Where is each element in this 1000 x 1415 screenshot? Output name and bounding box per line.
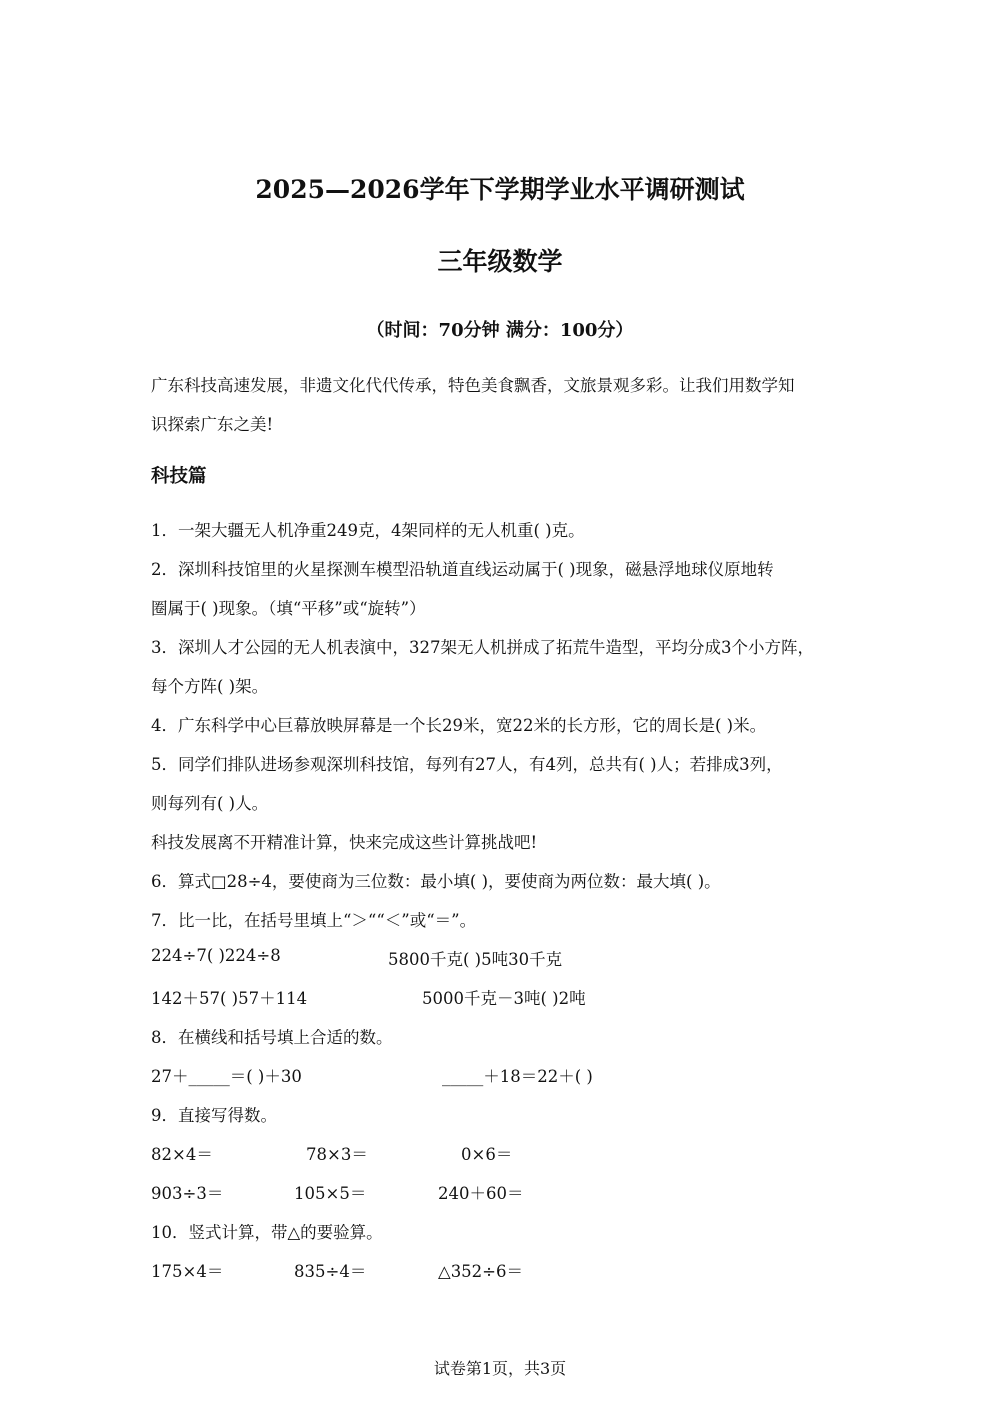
intro-line-1: 广东科技高速发展，非遗文化代代传承，特色美食飘香，文旅景观多彩。让我们用数学知 [151,376,795,395]
question-3-line-2: 每个方阵( )架。 [151,677,269,696]
q7-item-3: 142＋57( )57＋114 [151,989,308,1008]
exam-title: 2025—2026学年下学期学业水平调研测试 [255,175,745,204]
q9-item-5: 105×5＝ [294,1184,367,1203]
q7-item-2: 5800千克( )5吨30千克 [388,950,563,969]
question-8: 8．在横线和括号填上合适的数。 [151,1028,393,1047]
question-5-line-1: 5．同学们排队进场参观深圳科技馆，每列有27人，有4列，总共有( )人；若排成3列， [151,755,783,774]
exam-info: （时间：70分钟 满分：100分） [366,320,634,341]
question-6: 6．算式□28÷4，要使商为三位数：最小填( )，要使商为两位数：最大填( )。 [151,872,721,891]
question-4: 4．广东科学中心巨幕放映屏幕是一个长29米，宽22米的长方形，它的周长是( )米。 [151,716,767,735]
q8-item-2: _____＋18＝22＋( ) [442,1067,593,1086]
q10-item-2: 835÷4＝ [294,1262,367,1281]
q9-item-1: 82×4＝ [151,1145,213,1164]
intro-line-2: 识探索广东之美! [151,415,274,434]
question-2-line-1: 2．深圳科技馆里的火星探测车模型沿轨道直线运动属于( )现象，磁悬浮地球仪原地转 [151,560,774,579]
q9-item-3: 0×6＝ [461,1145,513,1164]
page-footer: 试卷第1页，共3页 [433,1359,567,1378]
question-10: 10．竖式计算，带△的要验算。 [151,1223,383,1242]
question-9: 9．直接写得数。 [151,1106,277,1125]
q9-item-2: 78×3＝ [306,1145,368,1164]
q8-item-1: 27＋_____＝( )＋30 [151,1067,302,1086]
question-3-line-1: 3．深圳人才公园的无人机表演中，327架无人机拼成了拓荒牛造型，平均分成3个小方阵， [151,638,814,657]
transition-text: 科技发展离不开精准计算，快来完成这些计算挑战吧! [151,833,538,852]
q9-item-4: 903÷3＝ [151,1184,224,1203]
question-1: 1．一架大疆无人机净重249克，4架同样的无人机重( )克。 [151,521,585,540]
exam-subject: 三年级数学 [437,247,563,276]
q9-item-6: 240＋60＝ [438,1184,524,1203]
question-2-line-2: 圈属于( )现象。（填“平移”或“旋转”） [151,599,426,618]
q10-item-1: 175×4＝ [151,1262,224,1281]
q10-item-3: △352÷6＝ [438,1262,524,1281]
question-7: 7．比一比，在括号里填上“＞““＜”或“＝”。 [151,911,477,930]
question-5-line-2: 则每列有( )人。 [151,794,269,813]
section-title: 科技篇 [151,466,207,487]
q7-item-4: 5000千克－3吨( )2吨 [422,989,586,1008]
q7-item-1: 224÷7( )224÷8 [151,946,281,965]
